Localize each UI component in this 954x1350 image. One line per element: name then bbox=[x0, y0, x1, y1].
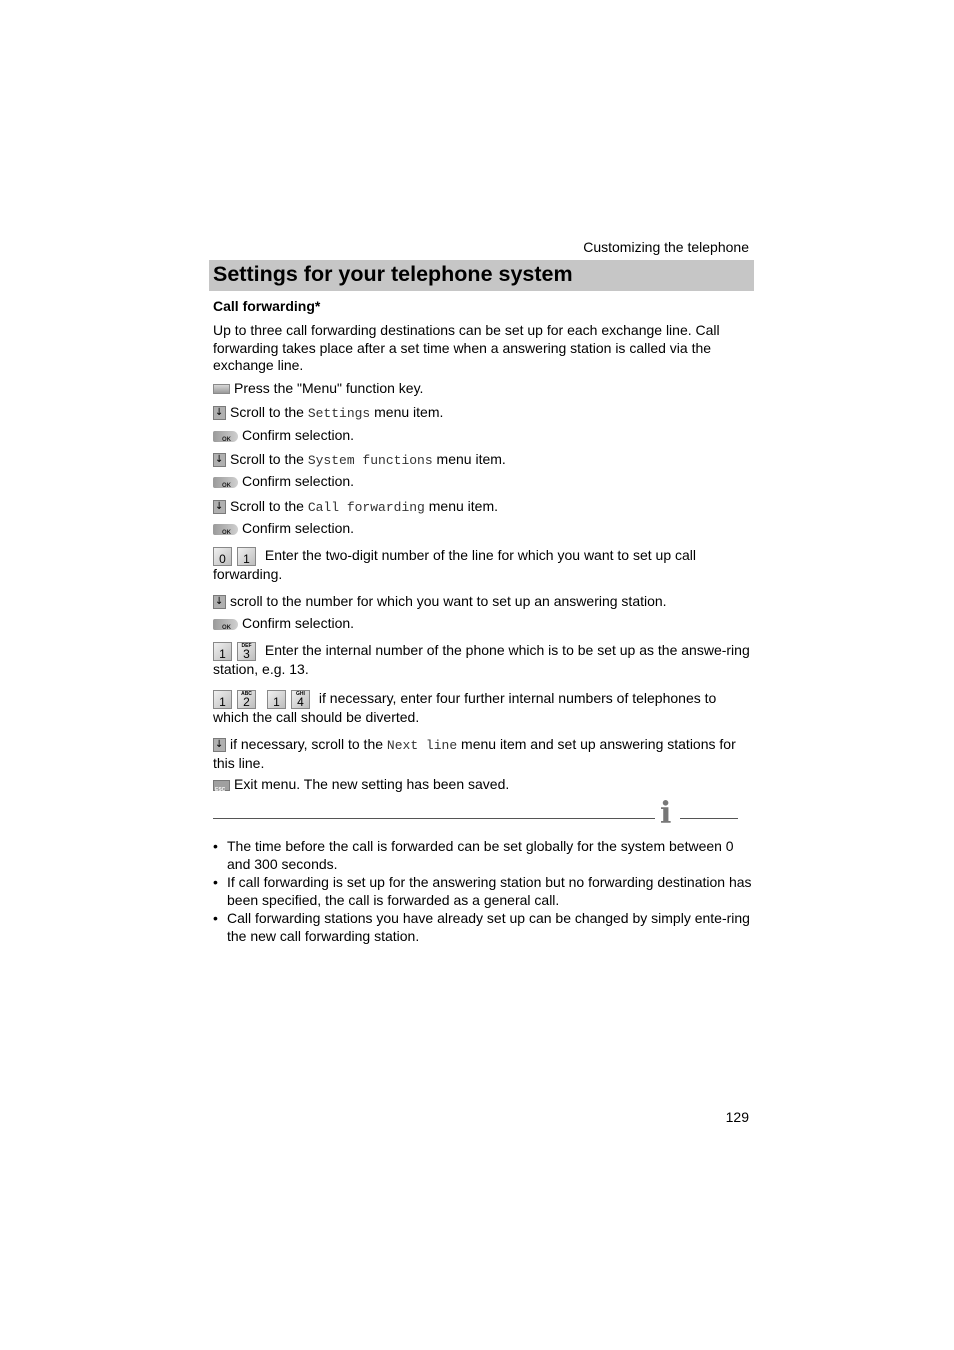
info-icon: i bbox=[660, 796, 672, 831]
key-2-icon: ABC 2 bbox=[237, 690, 256, 709]
list-item: • If call forwarding is set up for the answering station but no forwarding destination has been specified, the call is forwarded as a general call. bbox=[213, 874, 753, 909]
scroll-down-icon bbox=[213, 453, 226, 467]
scroll-down-icon bbox=[213, 500, 226, 514]
step-scroll-settings: ↓Scroll to the Settings menu item. bbox=[213, 404, 443, 423]
scroll-down-icon bbox=[213, 406, 226, 420]
step-menu: Press the "Menu" function key. bbox=[213, 380, 423, 398]
step-confirm-4: OKConfirm selection. bbox=[213, 615, 354, 633]
list-item: • Call forwarding stations you have already set up can be changed by simply ente-ring the new call forwarding station. bbox=[213, 910, 753, 945]
ok-key-icon bbox=[213, 431, 238, 442]
key-3-icon: DEF 3 bbox=[237, 642, 256, 661]
list-item: • The time before the call is forwarded can be set globally for the system between 0 and 300 seconds. bbox=[213, 838, 753, 873]
ok-key-icon bbox=[213, 619, 238, 630]
scroll-down-icon bbox=[213, 738, 226, 752]
menu-key-icon bbox=[213, 384, 230, 394]
step-confirm-1: OKConfirm selection. bbox=[213, 427, 354, 445]
step-scroll-number: ↓scroll to the number for which you want to set up an answering station. bbox=[213, 593, 667, 611]
info-divider-right bbox=[680, 818, 738, 819]
ok-key-icon bbox=[213, 524, 238, 535]
step-confirm-3: OKConfirm selection. bbox=[213, 520, 354, 538]
step-scroll-nextline: ↓if necessary, scroll to the Next line menu item and set up answering stations for this line. bbox=[213, 736, 753, 772]
key-1-icon: 1 bbox=[213, 690, 232, 709]
ok-key-icon bbox=[213, 477, 238, 488]
step-enter-further: 1 ABC 2 1 GHI 4 if necessary, enter four further internal numbers of telephones to which the call should be diverted. bbox=[213, 690, 717, 725]
key-0-icon: 0 bbox=[213, 547, 232, 566]
key-1-icon: 1 bbox=[213, 642, 232, 661]
key-4-icon: GHI 4 bbox=[291, 690, 310, 709]
step-confirm-2: OKConfirm selection. bbox=[213, 473, 354, 491]
page-number: 129 bbox=[725, 1109, 749, 1125]
esc-key-icon bbox=[213, 780, 230, 791]
scroll-down-icon bbox=[213, 595, 226, 609]
step-enter-line: 0 1 Enter the two-digit number of the line for which you want to set up call forwarding. bbox=[213, 547, 697, 582]
step-scroll-system: ↓Scroll to the System functions menu item. bbox=[213, 451, 506, 470]
step-exit: ESCExit menu. The new setting has been saved. bbox=[213, 776, 509, 794]
running-header: Customizing the telephone bbox=[583, 239, 749, 255]
step-scroll-callfwd: ↓Scroll to the Call forwarding menu item. bbox=[213, 498, 498, 517]
key-1-icon: 1 bbox=[237, 547, 256, 566]
step-enter-internal: 1 DEF 3 Enter the internal number of the phone which is to be set up as the answe-ring station, e.g. 13. bbox=[213, 642, 750, 677]
section-heading: Call forwarding* bbox=[213, 298, 321, 314]
key-1-icon: 1 bbox=[267, 690, 286, 709]
intro-paragraph: Up to three call forwarding destinations can be set up for each exchange line. Call forwarding takes place after a set time when a answering station is called via the exchange line. bbox=[213, 322, 720, 373]
notes-list bbox=[213, 838, 753, 946]
page-title: Settings for your telephone system bbox=[213, 262, 573, 286]
info-divider bbox=[213, 818, 655, 819]
